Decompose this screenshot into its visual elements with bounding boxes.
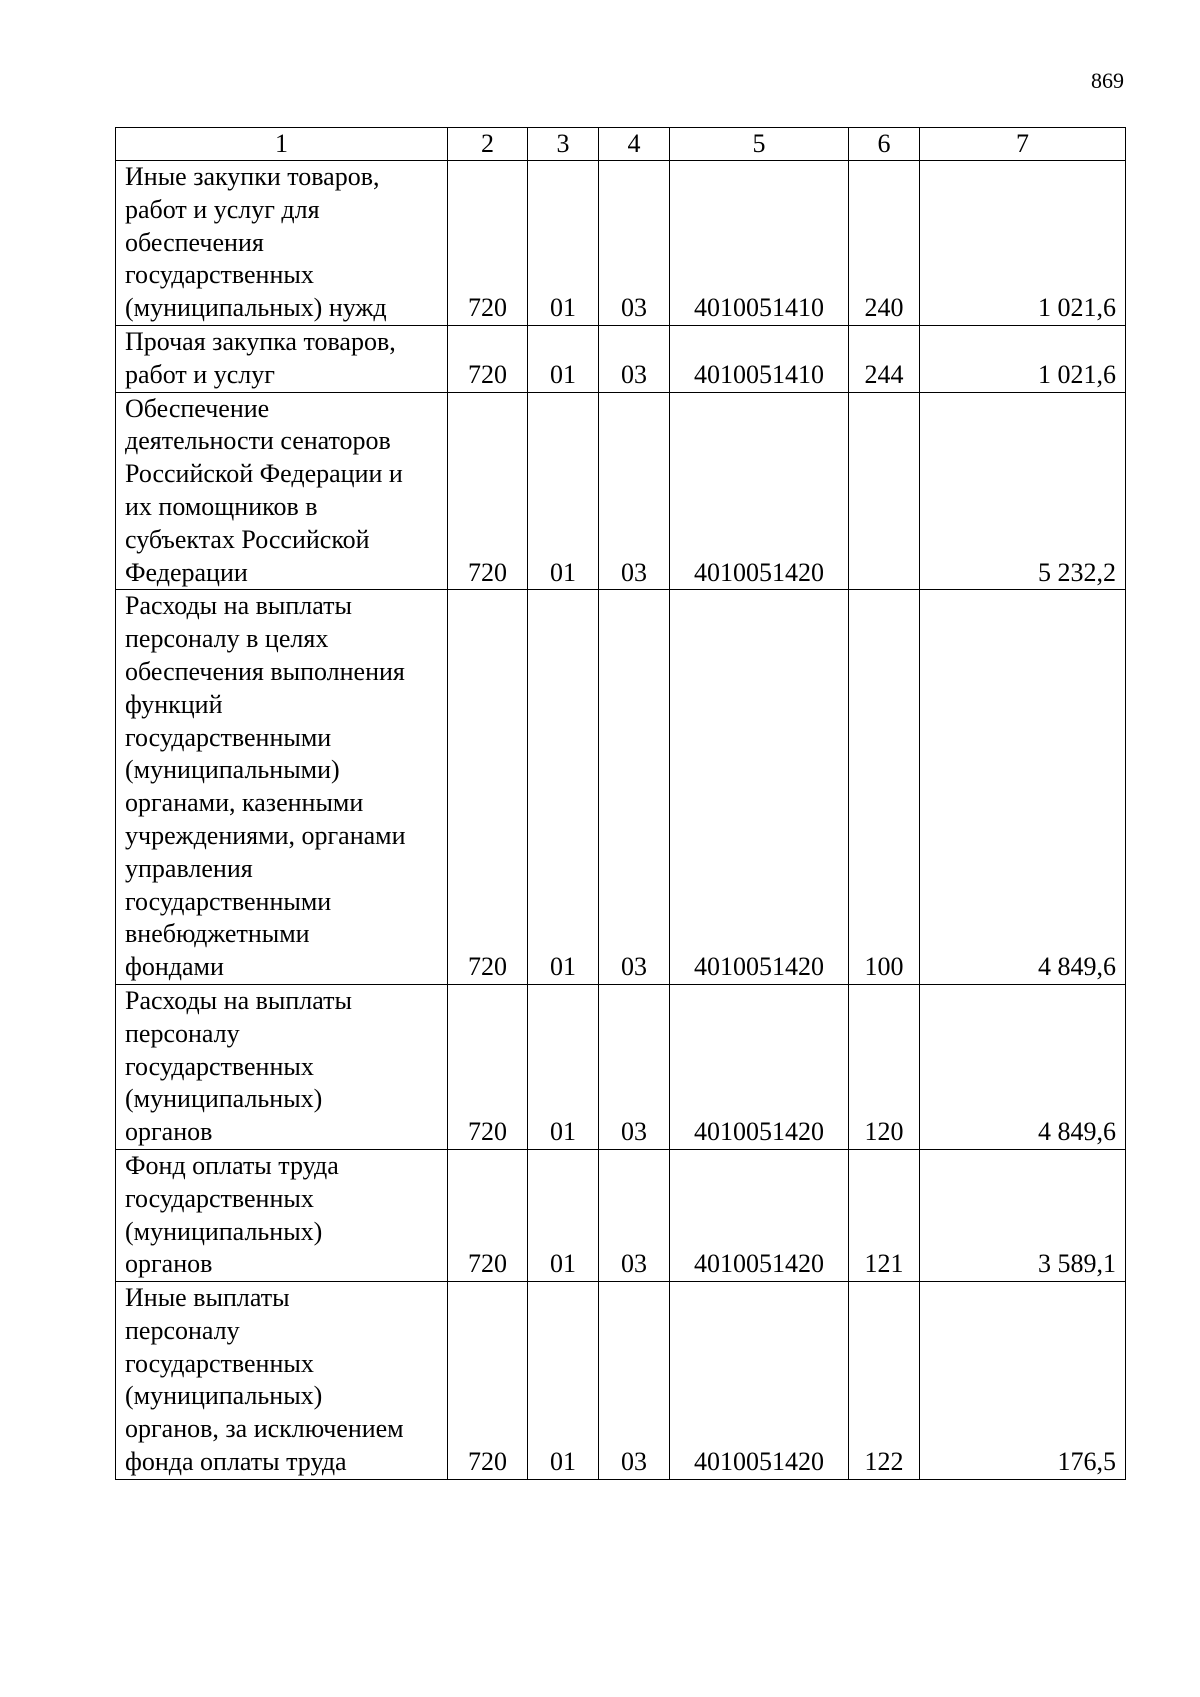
cell-subsection-code: 03 (599, 325, 670, 392)
table-row (116, 1149, 1126, 1281)
description-line: фонда оплаты труда (125, 1447, 347, 1477)
description-line: Российской Федерации и (125, 459, 403, 489)
cell-subsection-code: 03 (599, 1282, 670, 1480)
cell-target-article: 4010051410 (670, 325, 849, 392)
description-line: фондами (125, 952, 224, 982)
cell-ministry-code: 720 (448, 1149, 528, 1281)
description-line: Фонд оплаты труда (125, 1150, 339, 1180)
cell-section-code: 01 (528, 1149, 599, 1281)
description-line: (муниципальных) (125, 1084, 323, 1114)
cell-description (116, 1149, 448, 1281)
description-line: деятельности сенаторов (125, 426, 391, 456)
description-line: государственных (125, 1183, 314, 1213)
description-line: Расходы на выплаты (125, 985, 352, 1015)
cell-expense-type: 244 (849, 325, 920, 392)
description-line: государственных (125, 1348, 314, 1378)
description-line: функций (125, 689, 223, 719)
page-number: 869 (1091, 68, 1124, 93)
cell-expense-type (849, 392, 920, 590)
description-line: Иные выплаты (125, 1283, 290, 1313)
cell-description (116, 984, 448, 1149)
cell-section-code: 01 (528, 161, 599, 326)
cell-expense-type: 122 (849, 1282, 920, 1480)
cell-description (116, 161, 448, 326)
budget-table (115, 127, 1126, 1480)
cell-ministry-code: 720 (448, 392, 528, 590)
description-line: их помощников в (125, 491, 318, 521)
description-line: обеспечения (125, 227, 264, 257)
cell-ministry-code: 720 (448, 161, 528, 326)
description-line: персоналу (125, 1018, 240, 1048)
description-line: управления (125, 853, 253, 883)
cell-ministry-code: 720 (448, 984, 528, 1149)
cell-target-article: 4010051420 (670, 1282, 849, 1480)
cell-amount: 5 232,2 (920, 392, 1126, 590)
cell-section-code: 01 (528, 392, 599, 590)
description-line: (муниципальных) (125, 1216, 323, 1246)
description-line: обеспечения выполнения (125, 656, 405, 686)
description-line: работ и услуг (125, 359, 275, 389)
description-line: Обеспечение (125, 393, 270, 423)
cell-section-code: 01 (528, 1282, 599, 1480)
description-line: Иные закупки товаров, (125, 162, 380, 191)
cell-description (116, 325, 448, 392)
description-line: внебюджетными (125, 919, 310, 949)
cell-target-article: 4010051420 (670, 984, 849, 1149)
cell-amount: 176,5 (920, 1282, 1126, 1480)
table-row (116, 392, 1126, 590)
cell-expense-type: 100 (849, 590, 920, 985)
cell-ministry-code: 720 (448, 325, 528, 392)
description-line: органами, казенными (125, 788, 364, 818)
table-row (116, 325, 1126, 392)
description-line: государственных (125, 260, 314, 290)
cell-target-article: 4010051420 (670, 1149, 849, 1281)
description-line: учреждениями, органами (125, 820, 406, 850)
description-line: государственными (125, 722, 332, 752)
description-line: государственных (125, 1051, 314, 1081)
description-line: Расходы на выплаты (125, 591, 352, 621)
table-row (116, 984, 1126, 1149)
cell-subsection-code: 03 (599, 392, 670, 590)
description-line: (муниципальных) (125, 1381, 323, 1411)
column-header: 4 (599, 128, 670, 161)
column-header: 1 (116, 128, 448, 161)
description-line: государственными (125, 886, 332, 916)
description-line: Федерации (125, 557, 248, 587)
column-header: 2 (448, 128, 528, 161)
cell-amount: 4 849,6 (920, 984, 1126, 1149)
cell-amount: 1 021,6 (920, 161, 1126, 326)
description-line: персоналу в целях (125, 624, 329, 654)
cell-ministry-code: 720 (448, 1282, 528, 1480)
table-row (116, 1282, 1126, 1480)
table-row (116, 590, 1126, 985)
description-line: органов (125, 1249, 213, 1279)
table-body (116, 161, 1126, 1480)
cell-expense-type: 121 (849, 1149, 920, 1281)
description-line: (муниципальными) (125, 755, 340, 785)
cell-section-code: 01 (528, 590, 599, 985)
description-line: персоналу (125, 1315, 240, 1345)
cell-subsection-code: 03 (599, 590, 670, 985)
cell-expense-type: 240 (849, 161, 920, 326)
description-line: субъектах Российской (125, 524, 370, 554)
description-line: работ и услуг для (125, 194, 320, 224)
cell-amount: 3 589,1 (920, 1149, 1126, 1281)
table-header-row (116, 128, 1126, 161)
cell-amount: 4 849,6 (920, 590, 1126, 985)
column-header: 5 (670, 128, 849, 161)
column-header: 3 (528, 128, 599, 161)
cell-section-code: 01 (528, 325, 599, 392)
cell-description (116, 1282, 448, 1480)
cell-subsection-code: 03 (599, 984, 670, 1149)
cell-target-article: 4010051410 (670, 161, 849, 326)
cell-target-article: 4010051420 (670, 392, 849, 590)
description-line: органов (125, 1117, 213, 1147)
cell-description (116, 392, 448, 590)
cell-ministry-code: 720 (448, 590, 528, 985)
column-header: 6 (849, 128, 920, 161)
column-header: 7 (920, 128, 1126, 161)
cell-amount: 1 021,6 (920, 325, 1126, 392)
cell-subsection-code: 03 (599, 161, 670, 326)
description-line: Прочая закупка товаров, (125, 326, 396, 356)
description-line: (муниципальных) нужд (125, 293, 387, 323)
cell-expense-type: 120 (849, 984, 920, 1149)
cell-description (116, 590, 448, 985)
cell-subsection-code: 03 (599, 1149, 670, 1281)
table-row (116, 161, 1126, 326)
cell-section-code: 01 (528, 984, 599, 1149)
cell-target-article: 4010051420 (670, 590, 849, 985)
description-line: органов, за исключением (125, 1414, 404, 1444)
